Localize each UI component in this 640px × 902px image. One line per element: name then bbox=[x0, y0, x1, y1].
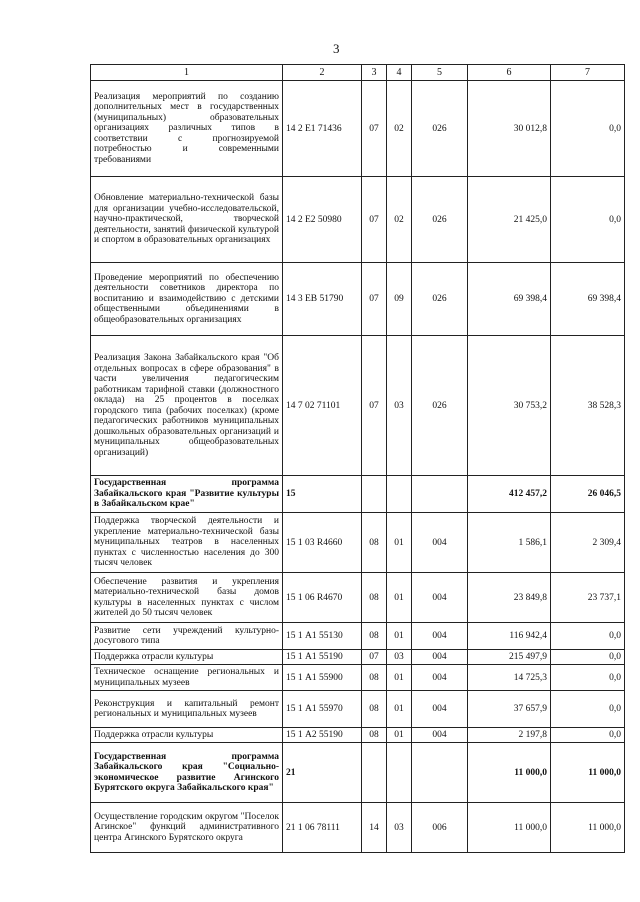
table-row bbox=[91, 513, 625, 573]
table-row bbox=[91, 476, 625, 513]
page-number: 3 bbox=[333, 41, 340, 56]
row-code: 14 2 Е1 71436 bbox=[283, 81, 362, 177]
row-code: 21 bbox=[283, 743, 362, 803]
row-code: 15 1 А1 55900 bbox=[283, 665, 362, 691]
row-expense-type: 026 bbox=[412, 263, 468, 336]
row-code: 15 1 А1 55970 bbox=[283, 691, 362, 728]
header-col-6: 6 bbox=[468, 65, 551, 81]
row-amount-7: 0,0 bbox=[551, 177, 625, 263]
row-amount-7: 0,0 bbox=[551, 691, 625, 728]
row-section: 08 bbox=[362, 513, 387, 573]
row-section bbox=[362, 476, 387, 513]
row-section: 08 bbox=[362, 665, 387, 691]
row-section: 07 bbox=[362, 263, 387, 336]
row-code: 21 1 06 78111 bbox=[283, 803, 362, 853]
row-name: Обеспечение развития и укрепления материально-технической базы домов культуры в населенных пунктах с числом жителей до 50 тысяч человек bbox=[91, 573, 283, 623]
row-amount-6: 21 425,0 bbox=[468, 177, 551, 263]
row-amount-6: 412 457,2 bbox=[468, 476, 551, 513]
row-subsection: 01 bbox=[387, 728, 412, 743]
row-name: Поддержка творческой деятельности и укрепление материально-технической базы муниципальных театров в населенных пунктах с численностью населения до 300 тысяч человек bbox=[91, 513, 283, 573]
table-row bbox=[91, 728, 625, 743]
row-subsection: 01 bbox=[387, 623, 412, 650]
row-section bbox=[362, 743, 387, 803]
row-amount-6: 11 000,0 bbox=[468, 803, 551, 853]
row-amount-7: 0,0 bbox=[551, 728, 625, 743]
row-subsection bbox=[387, 476, 412, 513]
table-row bbox=[91, 263, 625, 336]
row-code: 14 7 02 71101 bbox=[283, 336, 362, 476]
row-amount-7: 11 000,0 bbox=[551, 803, 625, 853]
row-amount-6: 11 000,0 bbox=[468, 743, 551, 803]
row-amount-6: 37 657,9 bbox=[468, 691, 551, 728]
table-row bbox=[91, 623, 625, 650]
table-row bbox=[91, 803, 625, 853]
row-amount-6: 69 398,4 bbox=[468, 263, 551, 336]
table-row bbox=[91, 573, 625, 623]
row-amount-6: 23 849,8 bbox=[468, 573, 551, 623]
row-amount-6: 30 012,8 bbox=[468, 81, 551, 177]
row-subsection bbox=[387, 743, 412, 803]
row-subsection: 02 bbox=[387, 177, 412, 263]
row-name: Реконструкция и капитальный ремонт региональных и муниципальных музеев bbox=[91, 691, 283, 728]
row-section: 08 bbox=[362, 623, 387, 650]
row-name: Обновление материально-технической базы для организации учебно-исследовательской, научно-практической, творческой деятельности, занятий физической культурой и спортом в образовательных организациях bbox=[91, 177, 283, 263]
header-col-2: 2 bbox=[283, 65, 362, 81]
row-section: 07 bbox=[362, 177, 387, 263]
row-code: 15 1 06 R4670 bbox=[283, 573, 362, 623]
row-expense-type: 004 bbox=[412, 623, 468, 650]
row-amount-7: 69 398,4 bbox=[551, 263, 625, 336]
row-subsection: 01 bbox=[387, 513, 412, 573]
table-row bbox=[91, 177, 625, 263]
row-amount-6: 116 942,4 bbox=[468, 623, 551, 650]
row-name: Государственная программа Забайкальского края "Развитие культуры в Забайкальском крае" bbox=[91, 476, 283, 513]
row-subsection: 03 bbox=[387, 336, 412, 476]
row-section: 08 bbox=[362, 728, 387, 743]
header-col-4: 4 bbox=[387, 65, 412, 81]
row-name: Поддержка отрасли культуры bbox=[91, 650, 283, 665]
header-col-1: 1 bbox=[91, 65, 283, 81]
row-code: 14 2 Е2 50980 bbox=[283, 177, 362, 263]
row-expense-type: 004 bbox=[412, 691, 468, 728]
row-amount-7: 38 528,3 bbox=[551, 336, 625, 476]
row-amount-6: 1 586,1 bbox=[468, 513, 551, 573]
row-code: 15 1 03 R4660 bbox=[283, 513, 362, 573]
row-expense-type: 004 bbox=[412, 513, 468, 573]
table-header-row bbox=[91, 65, 625, 81]
row-amount-7: 23 737,1 bbox=[551, 573, 625, 623]
table-row bbox=[91, 650, 625, 665]
row-name: Поддержка отрасли культуры bbox=[91, 728, 283, 743]
row-subsection: 01 bbox=[387, 665, 412, 691]
row-section: 07 bbox=[362, 336, 387, 476]
row-expense-type: 004 bbox=[412, 650, 468, 665]
row-code: 15 bbox=[283, 476, 362, 513]
row-expense-type bbox=[412, 743, 468, 803]
budget-table bbox=[90, 64, 625, 853]
row-code: 14 3 ЕВ 51790 bbox=[283, 263, 362, 336]
row-expense-type: 026 bbox=[412, 177, 468, 263]
row-amount-7: 0,0 bbox=[551, 81, 625, 177]
row-name: Реализация мероприятий по созданию дополнительных мест в государственных (муниципальных) образовательных организациях различных типов в соответствии с прогнозируемой потребностью и современными требованиями bbox=[91, 81, 283, 177]
row-section: 14 bbox=[362, 803, 387, 853]
row-name: Государственная программа Забайкальского края "Социально-экономическое развитие Агинского Бурятского округа Забайкальского края" bbox=[91, 743, 283, 803]
row-name: Реализация Закона Забайкальского края "Об отдельных вопросах в сфере образования" в части увеличения педагогическим работникам тарифной ставки (должностного оклада) на 25 процентов в поселках городского типа (рабочих поселках) (кроме педагогических работников муниципальных дошкольных образовательных организаций и муниципальных общеобразовательных организаций) bbox=[91, 336, 283, 476]
row-amount-7: 0,0 bbox=[551, 665, 625, 691]
header-col-3: 3 bbox=[362, 65, 387, 81]
row-amount-7: 26 046,5 bbox=[551, 476, 625, 513]
row-name: Проведение мероприятий по обеспечению деятельности советников директора по воспитанию и взаимодействию с детскими общественными объединениями в общеобразовательных организациях bbox=[91, 263, 283, 336]
row-subsection: 01 bbox=[387, 691, 412, 728]
row-expense-type: 004 bbox=[412, 728, 468, 743]
table-row bbox=[91, 336, 625, 476]
header-col-5: 5 bbox=[412, 65, 468, 81]
row-subsection: 03 bbox=[387, 803, 412, 853]
row-section: 07 bbox=[362, 81, 387, 177]
row-name: Техническое оснащение региональных и муниципальных музеев bbox=[91, 665, 283, 691]
row-amount-7: 11 000,0 bbox=[551, 743, 625, 803]
table-row bbox=[91, 81, 625, 177]
table-row bbox=[91, 665, 625, 691]
row-section: 07 bbox=[362, 650, 387, 665]
row-amount-7: 2 309,4 bbox=[551, 513, 625, 573]
row-amount-6: 2 197,8 bbox=[468, 728, 551, 743]
row-expense-type: 026 bbox=[412, 81, 468, 177]
row-name: Развитие сети учреждений культурно-досугового типа bbox=[91, 623, 283, 650]
row-subsection: 02 bbox=[387, 81, 412, 177]
row-subsection: 03 bbox=[387, 650, 412, 665]
row-expense-type bbox=[412, 476, 468, 513]
row-amount-6: 215 497,9 bbox=[468, 650, 551, 665]
row-subsection: 01 bbox=[387, 573, 412, 623]
row-amount-7: 0,0 bbox=[551, 623, 625, 650]
row-code: 15 1 А2 55190 bbox=[283, 728, 362, 743]
row-code: 15 1 А1 55130 bbox=[283, 623, 362, 650]
header-col-7: 7 bbox=[551, 65, 625, 81]
row-expense-type: 004 bbox=[412, 665, 468, 691]
row-section: 08 bbox=[362, 573, 387, 623]
row-expense-type: 026 bbox=[412, 336, 468, 476]
row-section: 08 bbox=[362, 691, 387, 728]
row-amount-6: 30 753,2 bbox=[468, 336, 551, 476]
row-subsection: 09 bbox=[387, 263, 412, 336]
row-amount-6: 14 725,3 bbox=[468, 665, 551, 691]
row-code: 15 1 А1 55190 bbox=[283, 650, 362, 665]
table-row bbox=[91, 743, 625, 803]
row-expense-type: 004 bbox=[412, 573, 468, 623]
row-name: Осуществление городским округом "Поселок Агинское" функций административного центра Агинского Бурятского округа bbox=[91, 803, 283, 853]
row-expense-type: 006 bbox=[412, 803, 468, 853]
row-amount-7: 0,0 bbox=[551, 650, 625, 665]
table-row bbox=[91, 691, 625, 728]
